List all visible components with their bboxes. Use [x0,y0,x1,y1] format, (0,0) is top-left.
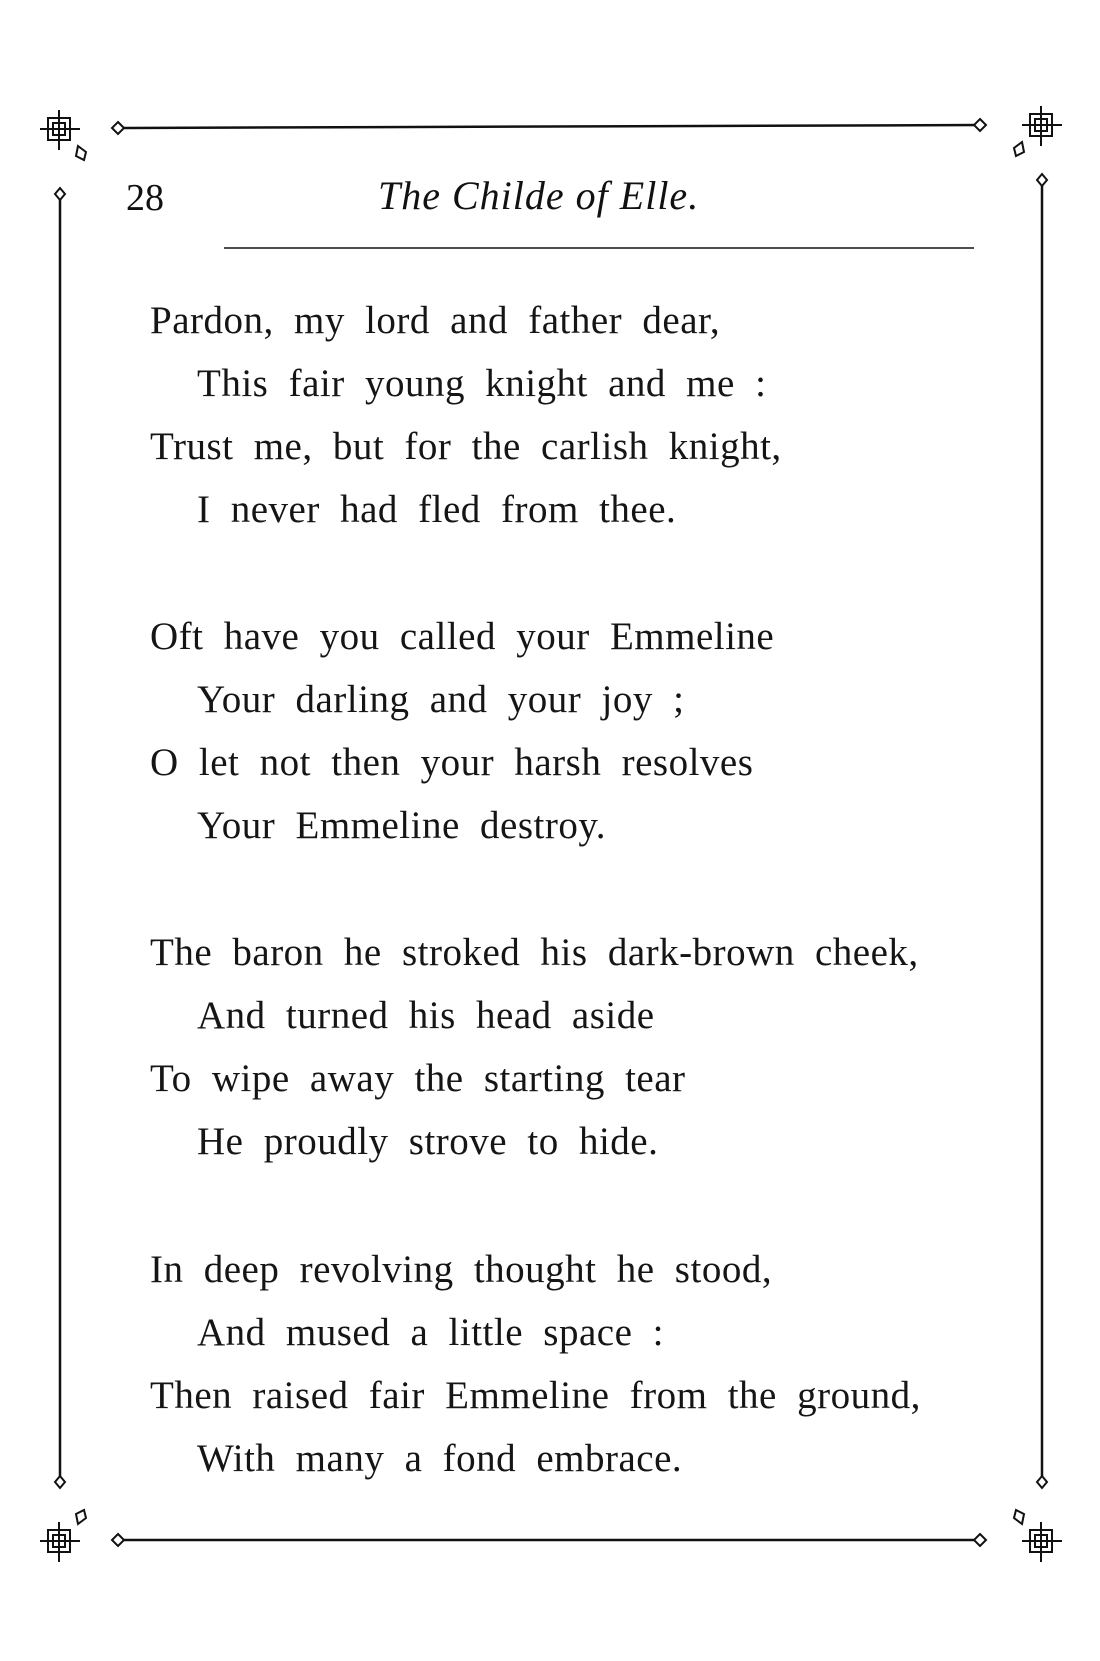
verse-line: And mused a little space : [197,1311,664,1354]
verse-line: This fair young knight and me : [197,362,767,405]
stanza-2 [150,605,1010,857]
verse-line: The baron he stroked his dark-brown cheek, [150,931,919,974]
verse-line: Your Emmeline destroy. [197,804,607,847]
verse-line: Trust me, but for the carlish knight, [150,425,782,468]
verse-line: Then raised fair Emmeline from the ground, [150,1374,921,1417]
verse-line: O let not then your harsh resolves [150,741,754,784]
verse-line: Pardon, my lord and father dear, [150,299,721,342]
corner-ornament-bottom-right [1014,1510,1062,1562]
running-title: The Childe of Elle. [378,173,700,218]
verse-line: He proudly strove to hide. [197,1120,659,1163]
verse-line: And turned his head aside [197,994,655,1037]
verse-line: In deep revolving thought he stood, [150,1248,773,1291]
page-number: 28 [126,177,164,219]
verse-line: Your darling and your joy ; [197,678,685,721]
verse-line: With many a fond embrace. [197,1437,683,1480]
stanza-3 [150,921,1010,1173]
verse-line: I never had fled from thee. [197,488,677,531]
stanza-4 [150,1238,1010,1490]
stanza-1 [150,289,1010,541]
verse-line: Oft have you called your Emmeline [150,615,775,658]
corner-ornament-top-right [1014,106,1062,156]
corner-ornament-top-left [40,110,86,160]
corner-ornament-bottom-left [40,1510,86,1562]
verse-line: To wipe away the starting tear [150,1057,686,1100]
